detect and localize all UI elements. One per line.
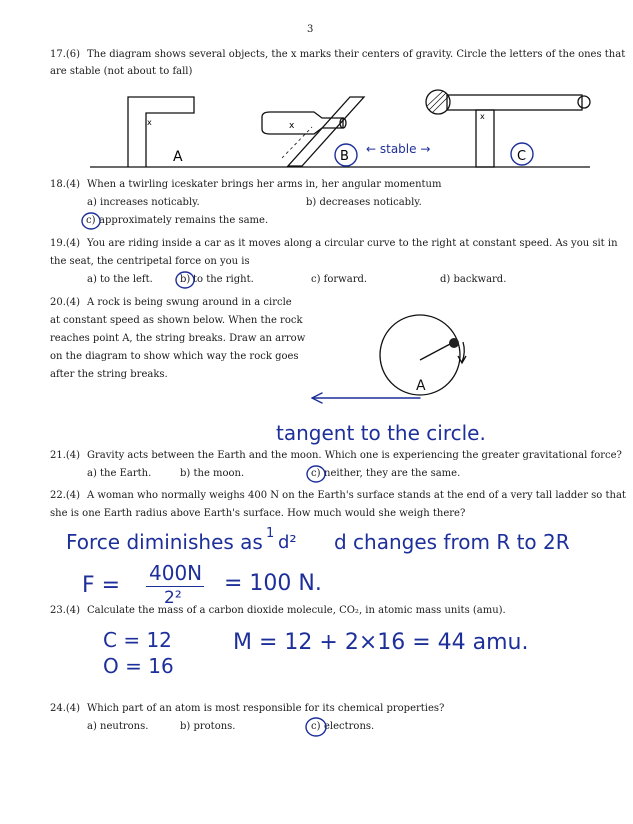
object-b-label: B [340, 149, 349, 164]
q18-option-c-letter: c) [86, 215, 96, 226]
q22-line2: she is one Earth radius above Earth's surface. How much would she weigh there? [50, 508, 466, 519]
q19-option-b-text: to the right. [193, 274, 254, 285]
point-a-label: A [416, 378, 426, 394]
q22-hw-inverse-square-den: d² [278, 532, 297, 553]
q19-line2: the seat, the centripetal force on you is [50, 256, 250, 267]
q22-line1: A woman who normally weighs 400 N on the Earth's surface stands at the end of a very tall ladder so that [87, 490, 626, 501]
q20-line-5: after the string breaks. [50, 369, 168, 380]
q17-line1: The diagram shows several objects, the x marks their centers of gravity. Circle the letters of the ones that [87, 49, 626, 60]
q21-stem: Gravity acts between the Earth and the moon. Which one is experiencing the greater gravitational force? [87, 450, 622, 461]
q21-answer-circle [307, 466, 325, 482]
q20-number: 20.(4) [50, 297, 81, 308]
q23-hw-carbon: C = 12 [103, 628, 172, 652]
q19-option-c: c) forward. [311, 274, 368, 285]
q18-option-b: b) decreases noticably. [306, 197, 422, 208]
q24-option-c-letter: c) [311, 721, 321, 732]
q18-option-a: a) increases noticably. [87, 197, 200, 208]
q20-line-1: A rock is being swung around in a circle [87, 297, 292, 308]
q24-stem: Which part of an atom is most responsible for its chemical properties? [87, 703, 445, 714]
q22-hw-result: = 100 N. [224, 571, 322, 596]
q19-answer-circle [176, 272, 194, 288]
q23-hw-oxygen: O = 16 [103, 654, 174, 678]
q22-hw-inverse-square-num: 1 [266, 526, 275, 541]
q20-line-4: on the diagram to show which way the rock goes [50, 351, 299, 362]
q21-number: 21.(4) [50, 450, 81, 461]
q19-number: 19.(4) [50, 238, 81, 249]
q22-hw-f-equals: F = [82, 573, 121, 598]
q22-hw-d-changes: d changes from R to 2R [334, 530, 570, 554]
q21-option-c-letter: c) [311, 468, 321, 479]
q21-option-c-text: neither, they are the same. [324, 468, 461, 479]
q18-number: 18.(4) [50, 179, 81, 190]
q19-option-a: a) to the left. [87, 274, 153, 285]
page-number: 3 [307, 24, 314, 35]
object-a-label: A [173, 149, 183, 165]
q23-hw-mass: M = 12 + 2×16 = 44 amu. [233, 630, 529, 655]
q24-answer-circle [306, 718, 326, 736]
q22-number: 22.(4) [50, 490, 81, 501]
q24-option-b: b) protons. [180, 721, 236, 732]
q23-number: 23.(4) [50, 605, 81, 616]
q17-number: 17.(6) [50, 49, 81, 60]
object-c-center-mark: x [480, 112, 485, 121]
q21-option-b: b) the moon. [180, 468, 245, 479]
object-a-center-mark: x [147, 118, 152, 127]
object-c-label: C [517, 149, 527, 164]
q18-stem: When a twirling iceskater brings her arms in, her angular momentum [87, 179, 442, 190]
handwritten-tangent-answer: tangent to the circle. [276, 421, 486, 445]
object-b-center-mark: x [289, 121, 295, 131]
q19-option-d: d) backward. [440, 274, 507, 285]
handwritten-stable-note: ← stable → [366, 142, 431, 156]
q22-hw-force-diminishes: Force diminishes as [66, 530, 263, 554]
q24-option-c-text: electrons. [324, 721, 375, 732]
q23-stem: Calculate the mass of a carbon dioxide molecule, CO₂, in atomic mass units (amu). [87, 605, 506, 616]
q22-hw-numerator: 400N [149, 561, 203, 585]
q18-option-c-text: approximately remains the same. [99, 215, 269, 226]
q20-line-2: at constant speed as shown below. When the rock [50, 315, 303, 326]
q18-answer-circle [82, 213, 100, 229]
q19-option-b-letter: b) [180, 274, 191, 285]
q17-line2: are stable (not about to fall) [50, 66, 193, 77]
q22-hw-denominator: 2² [164, 588, 182, 608]
q20-line-3: reaches point A, the string breaks. Draw an arrow [50, 333, 306, 344]
q19-line1: You are riding inside a car as it moves along a circular curve to the right at constant speed. As you sit in [87, 238, 618, 249]
q24-option-a: a) neutrons. [87, 721, 149, 732]
q24-number: 24.(4) [50, 703, 81, 714]
q21-option-a: a) the Earth. [87, 468, 152, 479]
